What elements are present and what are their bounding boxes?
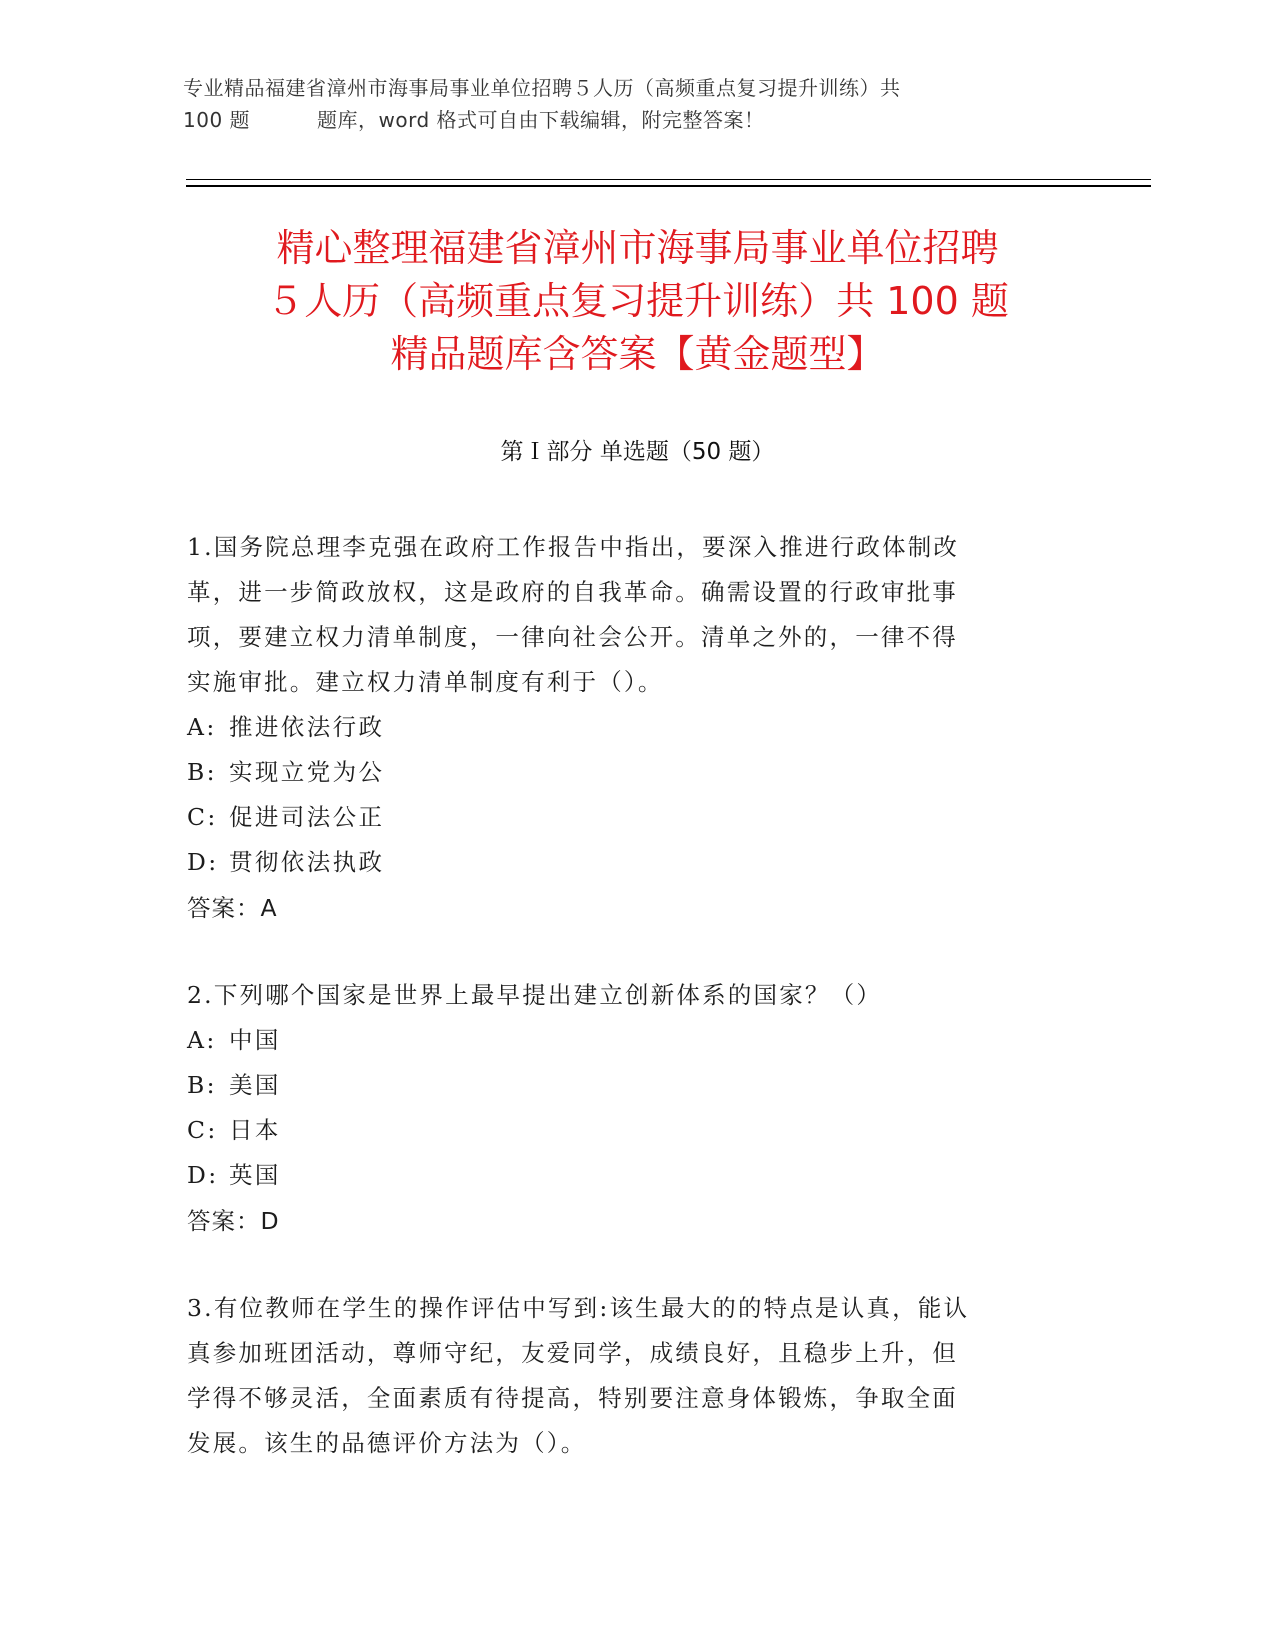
- title-line-3: 精品题库含答案【黄金题型】: [390, 332, 885, 376]
- answer-key: 答案：A: [187, 894, 278, 922]
- option-label: D:: [187, 848, 219, 876]
- option-label: D:: [187, 1161, 219, 1189]
- header-divider-thick: [186, 185, 1151, 187]
- option-label: C:: [187, 1116, 218, 1144]
- header-line-1: 专业精品福建省漳州市海事局事业单位招聘５人历（高频重点复习提升训练）共: [183, 76, 901, 100]
- option-label: B:: [187, 758, 217, 786]
- option-label: A:: [187, 1026, 217, 1054]
- option-label: B:: [187, 1071, 217, 1099]
- question-stem: [187, 973, 1077, 1018]
- answer-option: [187, 1063, 1077, 1108]
- section-title: 第Ｉ部分 单选题（50 题）: [500, 439, 775, 465]
- answer-option: [187, 1018, 1077, 1063]
- header-description: 题库，word 格式可自由下载编辑，附完整答案！: [317, 108, 765, 132]
- page-header: [183, 72, 1063, 136]
- title-line-1: 精心整理福建省漳州市海事局事业单位招聘: [276, 226, 999, 270]
- answer-option: [187, 705, 1077, 750]
- option-label: A:: [187, 713, 217, 741]
- question-stem-line: 项，要建立权力清单制度，一律向社会公开。清单之外的，一律不得: [187, 623, 958, 651]
- option-text: 实现立党为公: [229, 758, 385, 786]
- option-text: 促进司法公正: [229, 803, 385, 831]
- question-stem-line: 发展。该生的品德评价方法为（）。: [187, 1429, 587, 1457]
- answer-option: [187, 795, 1077, 840]
- option-text: 中国: [229, 1026, 281, 1054]
- option-text: 日本: [229, 1116, 281, 1144]
- question-item: [187, 525, 1077, 931]
- answer-option: [187, 750, 1077, 795]
- question-item: [187, 973, 1077, 1244]
- option-text: 贯彻依法执政: [229, 848, 385, 876]
- question-stem-line: 学得不够灵活，全面素质有待提高，特别要注意身体锻炼，争取全面: [187, 1384, 958, 1412]
- title-line-2: ５人历（高频重点复习提升训练）共 100 题: [266, 279, 1009, 323]
- question-stem-line: 实施审批。建立权力清单制度有利于（）。: [187, 668, 664, 696]
- option-text: 英国: [229, 1161, 281, 1189]
- header-line-2: [183, 104, 1063, 136]
- question-list: [187, 525, 1077, 1508]
- header-question-count: 100 题: [183, 108, 251, 132]
- header-divider-thin: [186, 179, 1151, 180]
- answer-key: 答案：D: [187, 1207, 280, 1235]
- option-text: 推进依法行政: [229, 713, 385, 741]
- answer-option: [187, 1153, 1077, 1198]
- question-stem-line: 3.有位教师在学生的操作评估中写到:该生最大的的特点是认真，能认: [187, 1294, 970, 1322]
- option-label: C:: [187, 803, 218, 831]
- question-stem-line: 革，进一步简政放权，这是政府的自我革命。确需设置的行政审批事: [187, 578, 958, 606]
- answer-option: [187, 1108, 1077, 1153]
- question-stem-line: 真参加班团活动，尊师守纪，友爱同学，成绩良好，且稳步上升，但: [187, 1339, 958, 1367]
- option-text: 美国: [229, 1071, 281, 1099]
- question-stem-line: 1.国务院总理李克强在政府工作报告中指出，要深入推进行政体制改: [187, 533, 960, 561]
- question-stem: [187, 1286, 1077, 1466]
- question-stem-line: 2.下列哪个国家是世界上最早提出建立创新体系的国家？（）: [187, 981, 883, 1009]
- question-item: [187, 1286, 1077, 1466]
- document-title: [150, 222, 1125, 381]
- answer-option: [187, 840, 1077, 885]
- question-stem: [187, 525, 1077, 705]
